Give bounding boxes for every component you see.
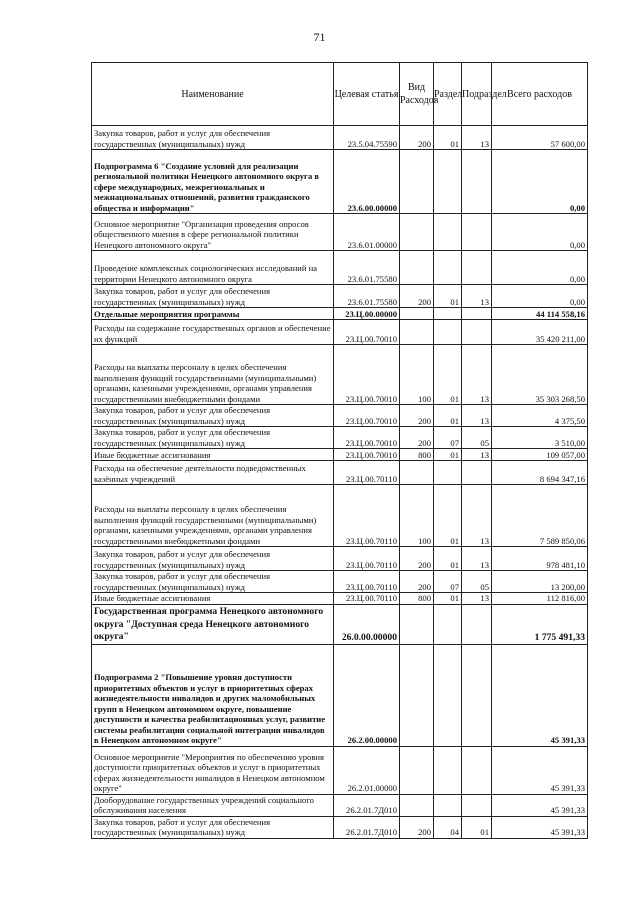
row-section-cell: 04 [434,816,462,838]
row-amount-cell: 13 200,00 [492,571,588,593]
row-subsection-cell [462,150,492,214]
table-row [92,449,588,461]
row-name-cell: Закупка товаров, работ и услуг для обеспечения государственных (муниципальных) нужд [92,427,334,449]
row-target-code-cell: 23.Ц.00.70110 [334,547,400,571]
row-subsection-cell [462,320,492,345]
table-row [92,345,588,405]
row-subsection-cell [462,308,492,320]
row-name-cell: Подпрограмма 2 "Повышение уровня доступности приоритетных объектов и услуг в приоритетных сферах жизнедеятельности инвалидов и других маломобильных групп в Ненецком автономном округе, повышение доступности и качества реабилитационных услуг, развитие системы реабилитации социальной интеграции инвалидов в Ненецком автономном округе" [92,644,334,746]
row-subsection-cell: 13 [462,285,492,308]
row-name-cell: Подпрограмма 6 "Создание условий для реализации региональной политики Ненецкого автономного округа в сфере международных, межрегиональных и межнациональных отношений, развития гражданского общества и информации" [92,150,334,214]
row-target-code-cell: 23.Ц.00.70010 [334,427,400,449]
row-section-cell [434,308,462,320]
row-name-cell: Иные бюджетные ассигнования [92,593,334,605]
row-section-cell [434,461,462,485]
header-target: Целевая статья [334,63,400,126]
table-row [92,251,588,285]
table-row [92,644,588,746]
row-section-cell: 01 [434,345,462,405]
row-target-code-cell: 23.Ц.00.70110 [334,593,400,605]
row-subsection-cell: 13 [462,485,492,547]
row-subsection-cell [462,214,492,251]
row-section-cell [434,644,462,746]
row-expense-kind-cell: 200 [400,126,434,150]
row-section-cell: 01 [434,593,462,605]
header-total: Всего расходов [492,63,588,126]
row-amount-cell: 45 391,33 [492,794,588,816]
row-subsection-cell: 13 [462,126,492,150]
row-section-cell: 01 [434,126,462,150]
table-row [92,593,588,605]
table-body [92,126,588,839]
row-name-cell: Расходы на выплаты персоналу в целях обеспечения выполнения функций государственными (муниципальными) органами, казенными учреждениями, органами управления государственными внебюджетными фондами [92,345,334,405]
row-expense-kind-cell: 200 [400,285,434,308]
row-expense-kind-cell [400,461,434,485]
row-section-cell: 01 [434,547,462,571]
row-expense-kind-cell [400,251,434,285]
row-subsection-cell: 13 [462,345,492,405]
row-subsection-cell [462,794,492,816]
row-subsection-cell [462,461,492,485]
row-section-cell [434,604,462,644]
row-target-code-cell: 23.Ц.00.70010 [334,405,400,427]
row-name-cell: Основное мероприятие "Мероприятия по обеспечению уровня доступности приоритетных объектов и услуг в приоритетных сферах жизнедеятельности инвалидов в Ненецком автономном округе" [92,746,334,794]
row-expense-kind-cell: 200 [400,547,434,571]
row-name-cell: Иные бюджетные ассигнования [92,449,334,461]
row-amount-cell: 44 114 558,16 [492,308,588,320]
row-name-cell: Расходы на содержание государственных органов и обеспечение их функций [92,320,334,345]
page-number: 71 [313,30,326,44]
row-expense-kind-cell: 200 [400,816,434,838]
row-target-code-cell: 23.6.01.75580 [334,251,400,285]
row-amount-cell: 1 775 491,33 [492,604,588,644]
row-amount-cell: 4 375,50 [492,405,588,427]
table-row [92,308,588,320]
table-row [92,816,588,838]
table-row [92,405,588,427]
table-row [92,571,588,593]
row-subsection-cell [462,644,492,746]
row-target-code-cell: 23.Ц.00.70110 [334,485,400,547]
header-name: Наименование [92,63,334,126]
row-expense-kind-cell [400,214,434,251]
budget-table [91,62,588,839]
row-target-code-cell: 23.Ц.00.70010 [334,320,400,345]
row-subsection-cell: 05 [462,571,492,593]
table-row [92,427,588,449]
row-target-code-cell: 26.2.01.7Д010 [334,816,400,838]
row-subsection-cell: 13 [462,547,492,571]
row-target-code-cell: 23.Ц.00.70110 [334,571,400,593]
row-subsection-cell: 01 [462,816,492,838]
row-name-cell: Закупка товаров, работ и услуг для обеспечения государственных (муниципальных) нужд [92,571,334,593]
row-amount-cell: 57 600,00 [492,126,588,150]
table-row [92,794,588,816]
row-target-code-cell: 26.2.00.00000 [334,644,400,746]
row-name-cell: Проведение комплексных социологических исследований на территории Ненецкого автономного округа [92,251,334,285]
row-name-cell: Закупка товаров, работ и услуг для обеспечения государственных (муниципальных) нужд [92,285,334,308]
row-expense-kind-cell: 800 [400,449,434,461]
table-row [92,214,588,251]
row-name-cell: Закупка товаров, работ и услуг для обеспечения государственных (муниципальных) нужд [92,547,334,571]
row-name-cell: Закупка товаров, работ и услуг для обеспечения государственных (муниципальных) нужд [92,126,334,150]
row-expense-kind-cell: 800 [400,593,434,605]
row-amount-cell: 0,00 [492,150,588,214]
table-row [92,604,588,644]
row-expense-kind-cell [400,150,434,214]
row-expense-kind-cell [400,604,434,644]
row-subsection-cell [462,604,492,644]
header-kind: Вид Расходов [400,63,434,126]
row-amount-cell: 45 391,33 [492,644,588,746]
row-name-cell: Основное мероприятие "Организация проведения опросов общественного мнения в сфере региональной политики Ненецкого автономного округа" [92,214,334,251]
row-amount-cell: 45 391,33 [492,746,588,794]
row-target-code-cell: 23.Ц.00.70110 [334,461,400,485]
row-subsection-cell [462,746,492,794]
row-amount-cell: 978 481,10 [492,547,588,571]
row-section-cell: 07 [434,427,462,449]
row-amount-cell: 0,00 [492,251,588,285]
row-name-cell: Дооборудование государственных учреждений социального обслуживания населения [92,794,334,816]
row-target-code-cell: 26.2.01.00000 [334,746,400,794]
row-target-code-cell: 23.6.01.00000 [334,214,400,251]
table-row [92,461,588,485]
row-subsection-cell: 05 [462,427,492,449]
row-name-cell: Государственная программа Ненецкого автономного округа "Доступная среда Ненецкого автономного округа" [92,604,334,644]
row-section-cell: 01 [434,449,462,461]
header-section: Раздел [434,63,462,126]
row-expense-kind-cell: 200 [400,405,434,427]
table-row [92,547,588,571]
row-expense-kind-cell: 100 [400,345,434,405]
row-target-code-cell: 26.2.01.7Д010 [334,794,400,816]
row-section-cell: 07 [434,571,462,593]
row-name-cell: Расходы на обеспечение деятельности подведомственных казённых учреждений [92,461,334,485]
row-expense-kind-cell [400,644,434,746]
row-expense-kind-cell [400,794,434,816]
row-expense-kind-cell [400,308,434,320]
row-amount-cell: 0,00 [492,285,588,308]
row-amount-cell: 8 694 347,16 [492,461,588,485]
row-section-cell [434,251,462,285]
row-expense-kind-cell [400,320,434,345]
row-target-code-cell: 23.5.04.75590 [334,126,400,150]
row-expense-kind-cell [400,746,434,794]
row-section-cell [434,794,462,816]
row-expense-kind-cell: 200 [400,571,434,593]
row-subsection-cell: 13 [462,593,492,605]
row-section-cell [434,150,462,214]
row-amount-cell: 0,00 [492,214,588,251]
row-amount-cell: 109 057,00 [492,449,588,461]
row-amount-cell: 3 510,00 [492,427,588,449]
row-amount-cell: 7 589 850,06 [492,485,588,547]
row-section-cell: 01 [434,285,462,308]
row-name-cell: Закупка товаров, работ и услуг для обеспечения государственных (муниципальных) нужд [92,816,334,838]
row-subsection-cell: 13 [462,449,492,461]
row-expense-kind-cell: 100 [400,485,434,547]
row-target-code-cell: 23.Ц.00.70010 [334,449,400,461]
row-expense-kind-cell: 200 [400,427,434,449]
row-amount-cell: 35 420 211,00 [492,320,588,345]
header-subsection: Подраздел [462,63,492,126]
table-row [92,320,588,345]
row-name-cell: Расходы на выплаты персоналу в целях обеспечения выполнения функций государственными (муниципальными) органами, казенными учреждениями, органами управления государственными внебюджетными фондами [92,485,334,547]
row-amount-cell: 45 391,33 [492,816,588,838]
table-row [92,485,588,547]
table-row [92,150,588,214]
table-row [92,746,588,794]
row-target-code-cell: 23.6.01.75580 [334,285,400,308]
table-header-row [92,63,588,126]
table-row [92,285,588,308]
row-section-cell: 01 [434,485,462,547]
row-section-cell: 01 [434,405,462,427]
row-name-cell: Отдельные мероприятия программы [92,308,334,320]
row-target-code-cell: 23.Ц.00.00000 [334,308,400,320]
row-section-cell [434,320,462,345]
row-amount-cell: 112 816,00 [492,593,588,605]
row-section-cell [434,214,462,251]
row-subsection-cell: 13 [462,405,492,427]
row-name-cell: Закупка товаров, работ и услуг для обеспечения государственных (муниципальных) нужд [92,405,334,427]
row-section-cell [434,746,462,794]
row-target-code-cell: 26.0.00.00000 [334,604,400,644]
row-subsection-cell [462,251,492,285]
row-amount-cell: 35 303 268,50 [492,345,588,405]
table-row [92,126,588,150]
row-target-code-cell: 23.6.00.00000 [334,150,400,214]
row-target-code-cell: 23.Ц.00.70010 [334,345,400,405]
